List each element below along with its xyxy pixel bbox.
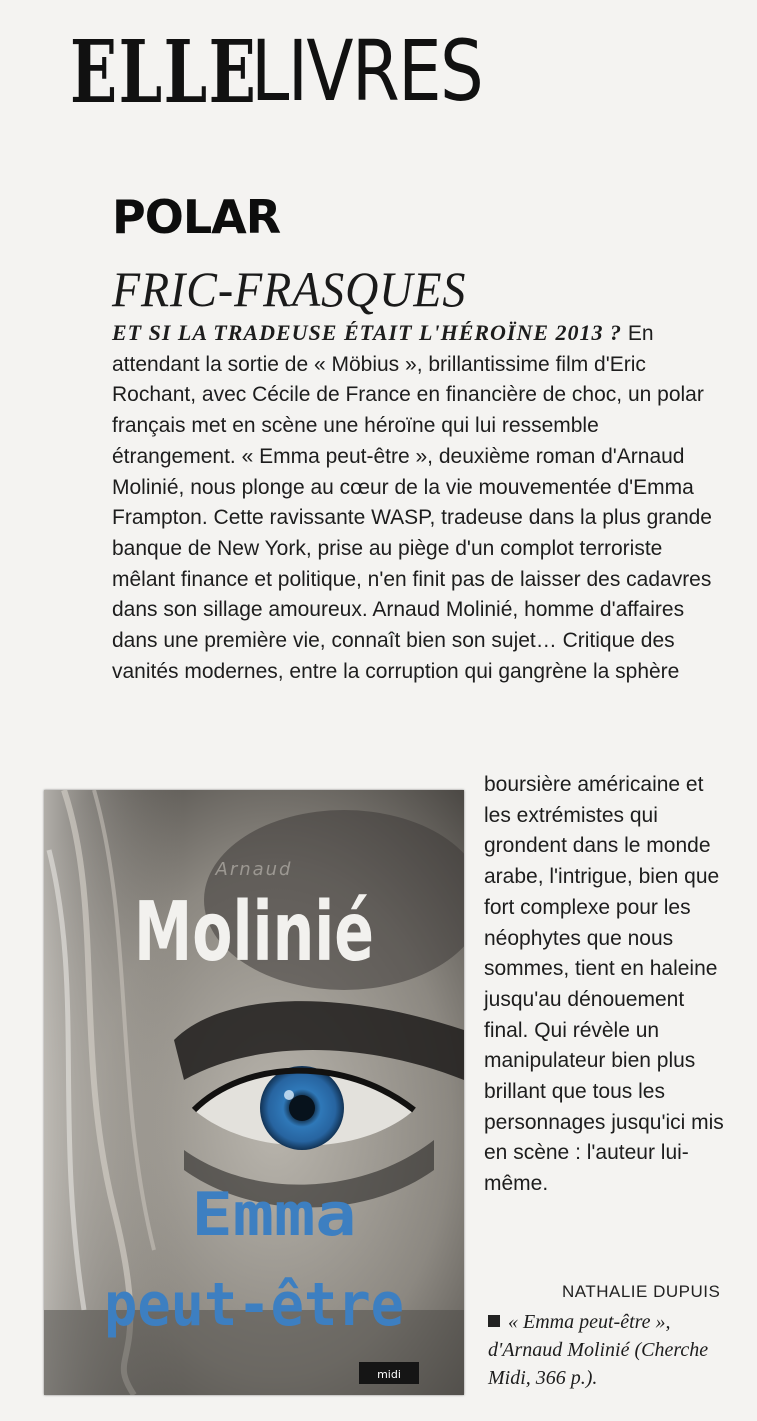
cover-author-last: Molinié	[134, 885, 374, 980]
article-author: NATHALIE DUPUIS	[562, 1282, 721, 1301]
article-body-main	[112, 318, 722, 687]
cover-author-first: Arnaud	[215, 859, 293, 880]
article-paragraph-main: En attendant la sortie de « Möbius », brillantissime film d'Eric Rochant, avec Cécile de France en financière de choc, un polar français met en scène une héroïne qui lui ressemble étrangement. « Emma peut-être », deuxième roman d'Arnaud Molinié, nous plonge au cœur de la vie mouvementée d'Emma Frampton. Cette ravissante WASP, tradeuse dans la plus grande banque de New York, prise au piège d'un complot terroriste mêlant finance et politique, n'en finit pas de laisser des cadavres dans son sillage amoureux. Arnaud Molinié, homme d'affaires dans une première vie, connaît bien son sujet… Critique des vanités modernes, entre la corruption qui gangrène la sphère	[112, 322, 712, 683]
article-title: FRIC-FRASQUES	[112, 261, 467, 317]
book-caption-text: « Emma peut-être », d'Arnaud Molinié (Cherche Midi, 366 p.).	[488, 1311, 709, 1389]
book-cover	[44, 790, 464, 1395]
article-kicker: POLAR	[112, 190, 281, 244]
book-cover-art	[44, 790, 464, 1395]
masthead	[70, 22, 533, 132]
cover-title-line2: peut-être	[104, 1270, 404, 1340]
masthead-section: LIVRES	[251, 22, 483, 120]
article-paragraph-side: boursière américaine et les extrémistes qui grondent dans le monde arabe, l'intrigue, bien que fort complexe pour les néophytes que nous sommes, tient en haleine jusqu'au dénouement final. Qui révèle un manipulateur bien plus brillant que tous les personnages jusqu'ici mis en scène : l'auteur lui-même.	[484, 773, 724, 1196]
cover-publisher: midi	[377, 1368, 401, 1381]
book-caption	[488, 1308, 738, 1392]
masthead-brand: ELLE	[70, 22, 258, 123]
article-lead-in: ET SI LA TRADEUSE ÉTAIT L'HÉROÏNE 2013 ?	[112, 320, 623, 345]
bullet-square-icon	[488, 1315, 500, 1327]
cover-title-line1: Emma	[191, 1180, 357, 1250]
